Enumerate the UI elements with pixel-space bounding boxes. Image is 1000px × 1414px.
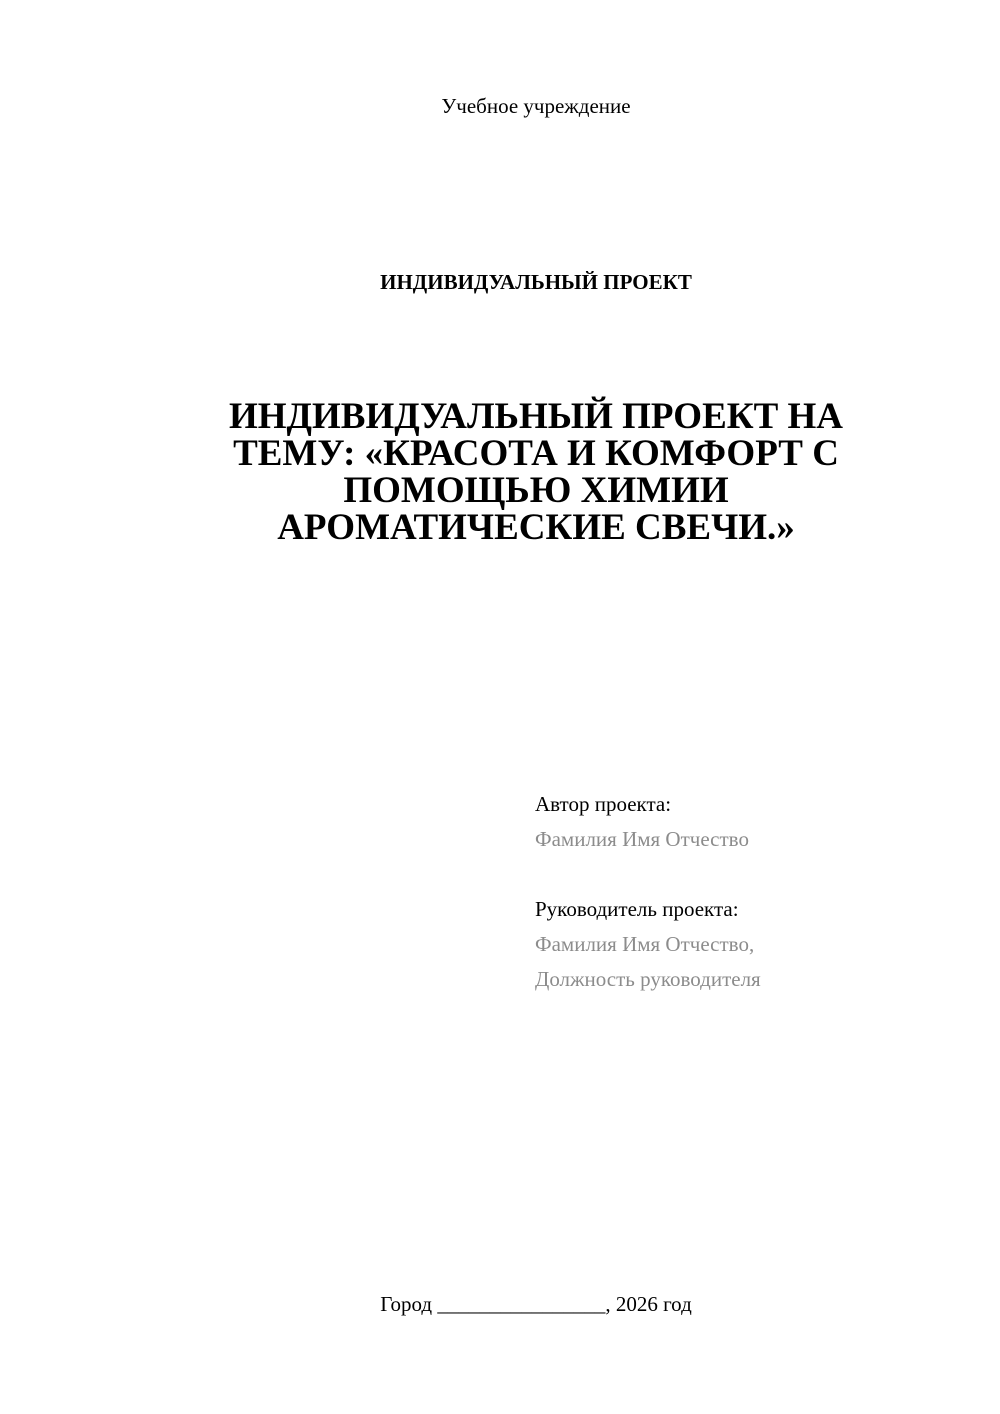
institution-name: Учебное учреждение	[441, 94, 631, 118]
supervisor-position-placeholder: Должность руководителя	[535, 967, 761, 991]
author-block	[535, 787, 955, 857]
document-type-heading: ИНДИВИДУАЛЬНЫЙ ПРОЕКТ	[380, 270, 692, 294]
project-title-line: ПОМОЩЬЮ ХИМИИ	[343, 470, 729, 511]
project-title-line: ИНДИВИДУАЛЬНЫЙ ПРОЕКТ НА	[228, 396, 844, 437]
supervisor-name-placeholder: Фамилия Имя Отчество,	[535, 932, 755, 956]
city-year-line: Город ________________, 2026 год	[380, 1292, 692, 1316]
author-label: Автор проекта:	[535, 792, 672, 816]
project-title	[200, 398, 872, 546]
author-name-placeholder: Фамилия Имя Отчество	[535, 827, 749, 851]
project-title-line: ТЕМУ: «КРАСОТА И КОМФОРТ С	[233, 433, 839, 474]
project-title-line: АРОМАТИЧЕСКИЕ СВЕЧИ.»	[277, 507, 795, 548]
supervisor-label: Руководитель проекта:	[535, 897, 739, 921]
supervisor-block	[535, 892, 955, 997]
